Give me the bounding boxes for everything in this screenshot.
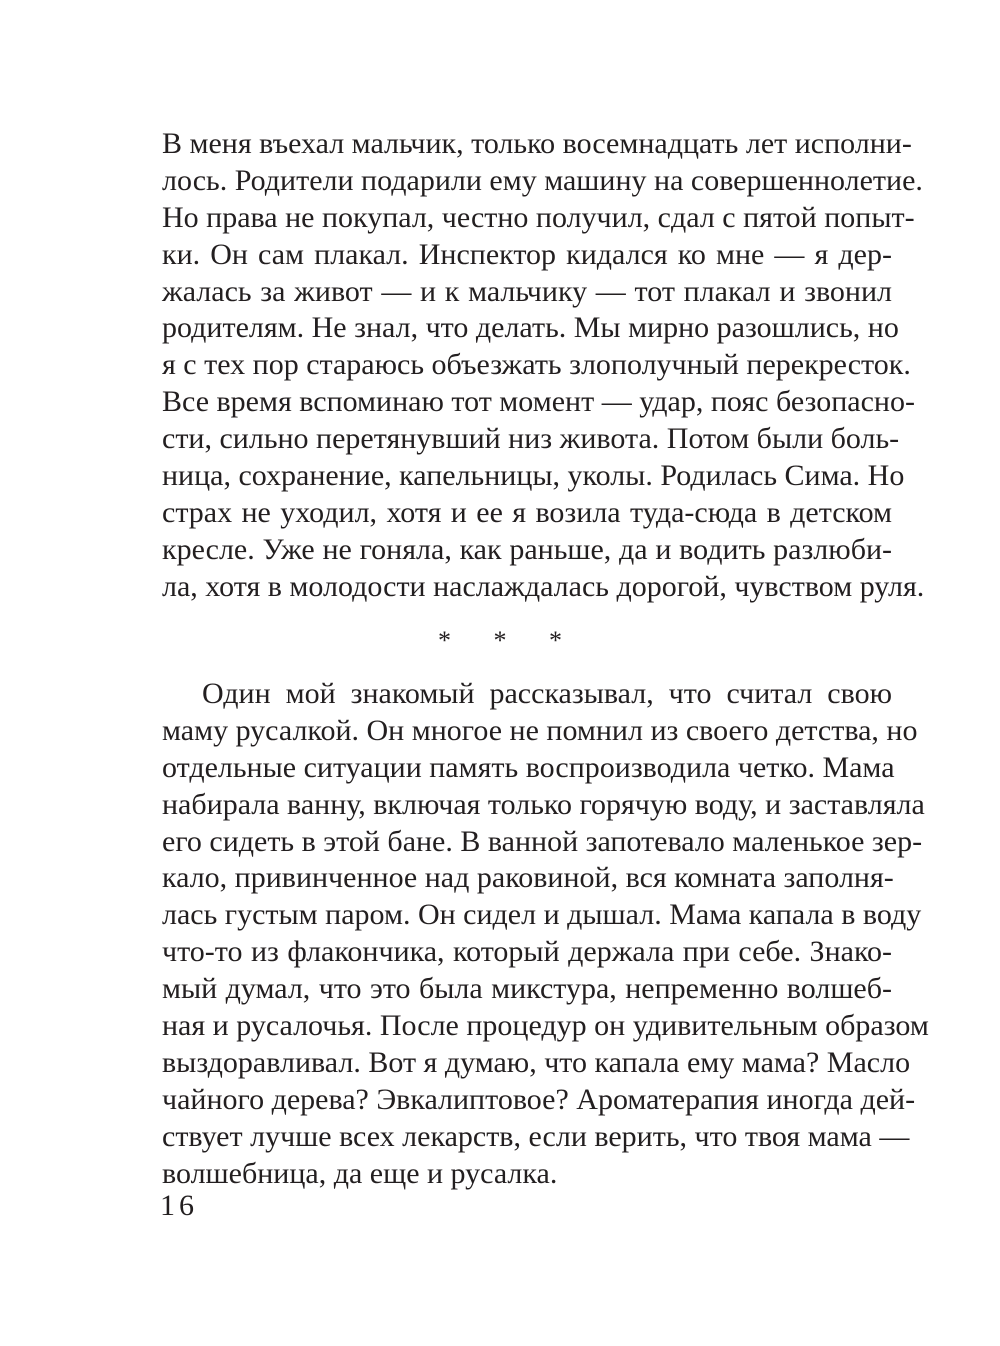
text-line: Но права не покупал, честно получил, сдал с пятой попыт- — [162, 200, 915, 234]
text-line: страх не уходил, хотя и ее я возила туда-сюда в детском — [162, 495, 892, 529]
text-line: родителям. Не знал, что делать. Мы мирно разошлись, но — [162, 311, 899, 345]
text-line: выздоравливал. Вот я думаю, что капала ему мама? Масло — [162, 1045, 911, 1079]
text-line: лось. Родители подарили ему машину на совершеннолетие. — [162, 163, 923, 197]
text-line: чайного дерева? Эвкалиптовое? Ароматерапия иногда дей- — [162, 1082, 916, 1116]
text-line: набирала ванну, включая только горячую воду, и заставляла — [162, 787, 925, 821]
text-line: ная и русалочья. После процедур он удивительным образом — [162, 1009, 929, 1043]
text-line: я с тех пор стараюсь объезжать злополучный перекресток. — [162, 348, 911, 382]
text-line: сти, сильно перетянувший низ живота. Потом были боль- — [162, 422, 900, 456]
text-line: В меня въехал мальчик, только восемнадцать лет исполни- — [162, 127, 912, 160]
paragraph-1 — [162, 126, 925, 606]
text-line: маму русалкой. Он многое не помнил из своего детства, но — [162, 713, 918, 747]
text-line: кресле. Уже не гоняла, как раньше, да и водить разлюби- — [162, 532, 892, 566]
paragraph-2 — [162, 676, 929, 1192]
text-line: Один мой знакомый рассказывал, что считал свою — [202, 677, 892, 710]
text-line: ница, сохранение, капельницы, уколы. Родилась Сима. Но — [162, 459, 905, 493]
text-line: кало, привинченное над раковиной, вся комната заполня- — [162, 861, 894, 895]
text-line: лась густым паром. Он сидел и дышал. Мама капала в воду — [162, 898, 922, 932]
page-number: 16 — [160, 1189, 198, 1222]
text-line: ки. Он сам плакал. Инспектор кидался ко мне — я дер- — [162, 237, 892, 271]
text-line: отдельные ситуации память воспроизводила четко. Мама — [162, 750, 895, 784]
section-separator: * * * — [438, 626, 580, 655]
text-line: ла, хотя в молодости наслаждалась дорогой, чувством руля. — [162, 569, 925, 603]
text-line: жалась за живот — и к мальчику — тот плакал и звонил — [162, 274, 892, 308]
text-line: Все время вспоминаю тот момент — удар, пояс безопасно- — [162, 385, 915, 419]
text-line: его сидеть в этой бане. В ванной запотевало маленькое зер- — [162, 824, 923, 858]
text-line: мый думал, что это была микстура, непременно волшеб- — [162, 972, 892, 1006]
text-line: волшебница, да еще и русалка. — [162, 1156, 558, 1190]
text-line: что-то из флакончика, который держала при себе. Знако- — [162, 935, 892, 969]
text-line: ствует лучше всех лекарств, если верить, что твоя мама — — [162, 1119, 910, 1153]
